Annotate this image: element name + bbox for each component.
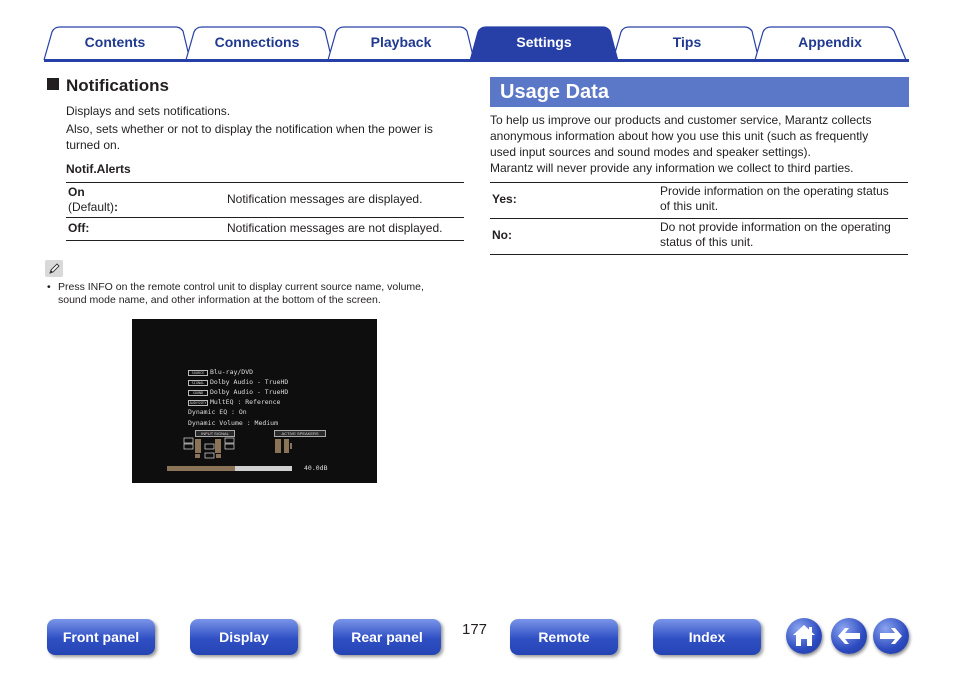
osd-row-signal (188, 378, 288, 387)
pencil-glyph (45, 260, 63, 277)
option-no-desc-2: status of this unit. (660, 235, 754, 249)
osd-speaker-diagram (182, 437, 292, 461)
usage-data-heading-bar (490, 77, 909, 107)
back-arrow-icon[interactable] (831, 618, 867, 654)
option-no-desc-1: Do not provide information on the operating (660, 220, 891, 234)
osd-row-audyssey (188, 398, 280, 407)
osd-input-signal-label: INPUT SIGNAL (195, 430, 235, 437)
note-text (58, 281, 458, 307)
osd-row-dynamic-volume: Dynamic Volume : Medium (188, 419, 279, 427)
tab-playback[interactable]: Playback (370, 34, 432, 50)
osd-volume-fill (167, 466, 235, 471)
front-panel-label: Front panel (62, 629, 140, 645)
usage-para-1c: used input sources and sound modes and speaker settings). (490, 145, 811, 159)
notifications-heading: Notifications (66, 76, 169, 95)
usage-rule-mid (490, 218, 908, 219)
osd-tag: SOURCE (188, 370, 208, 376)
osd-row-text: Dolby Audio - TrueHD (210, 388, 289, 396)
option-off: Off: (68, 221, 90, 235)
page-number: 177 (462, 621, 488, 638)
rear-panel-label: Rear panel (351, 629, 423, 645)
forward-arrow-icon[interactable] (873, 618, 909, 654)
option-yes-desc-2: of this unit. (660, 199, 719, 213)
tab-connections[interactable]: Connections (214, 34, 300, 50)
front-panel-button[interactable] (47, 619, 155, 655)
notifications-desc-1: Displays and sets notifications. (66, 104, 231, 118)
tab-tips[interactable]: Tips (672, 34, 702, 50)
osd-volume-bar (167, 466, 292, 471)
display-label: Display (219, 629, 269, 645)
osd-tag: AUDYSSEY (189, 401, 207, 405)
osd-row-text: MultEQ : Reference (210, 398, 281, 406)
usage-data-heading: Usage Data (500, 81, 609, 103)
osd-active-speakers-label: ACTIVE SPEAKERS (274, 430, 326, 437)
usage-rule-bottom (490, 254, 908, 255)
back-arrow-glyph (831, 618, 867, 654)
remote-label: Remote (538, 629, 590, 645)
section-square-marker (47, 78, 59, 90)
rear-panel-button[interactable] (333, 619, 441, 655)
tab-contents[interactable]: Contents (84, 34, 146, 50)
notifications-desc-2b: turned on. (66, 138, 121, 152)
option-on-default (68, 200, 118, 215)
home-icon[interactable] (786, 618, 822, 654)
tab-settings[interactable]: Settings (516, 34, 572, 50)
tab-appendix[interactable]: Appendix (798, 34, 862, 50)
option-default-note: (Default) (68, 200, 115, 214)
usage-para-1a: To help us improve our products and customer service, Marantz collects (490, 113, 872, 127)
tab-shapes (0, 0, 954, 64)
osd-tag: SIGNAL (188, 380, 208, 386)
option-off-desc: Notification messages are not displayed. (227, 221, 443, 235)
notif-alerts-heading: Notif.Alerts (66, 162, 131, 176)
option-yes: Yes: (492, 192, 517, 206)
table-rule-mid (66, 217, 464, 218)
osd-row-text: Dolby Audio - TrueHD (210, 378, 289, 386)
notifications-desc-2a: Also, sets whether or not to display the notification when the power is (66, 122, 433, 136)
usage-rule-top (490, 182, 908, 183)
home-glyph (786, 618, 822, 654)
osd-row-sound (188, 388, 288, 397)
osd-row-dynamic-eq: Dynamic EQ : On (188, 408, 247, 416)
pencil-icon (45, 260, 63, 277)
remote-button[interactable] (510, 619, 618, 655)
note-line-2: sound mode name, and other information at the bottom of the screen. (58, 294, 381, 306)
tab-bar (0, 0, 954, 64)
usage-para-1b: anonymous information about how you use this unit (such as frequently (490, 129, 869, 143)
option-colon: : (114, 200, 119, 214)
option-no: No: (492, 228, 512, 242)
osd-volume-text: 40.0dB (304, 464, 328, 472)
option-on: On (68, 185, 85, 199)
osd-tag: SOUND (188, 390, 208, 396)
index-button[interactable] (653, 619, 761, 655)
info-screen-image (132, 319, 377, 483)
osd-row-text: Blu-ray/DVD (210, 368, 254, 376)
option-on-desc: Notification messages are displayed. (227, 192, 423, 206)
table-rule-top (66, 182, 464, 183)
display-button[interactable] (190, 619, 298, 655)
note-line-1: Press INFO on the remote control unit to display current source name, volume, (58, 281, 424, 293)
index-label: Index (688, 629, 726, 645)
option-yes-desc-1: Provide information on the operating status (660, 184, 889, 198)
tab-baseline (44, 59, 909, 62)
table-rule-bottom (66, 240, 464, 241)
note-bullet: • (47, 281, 51, 293)
forward-arrow-glyph (873, 618, 909, 654)
osd-row-source (188, 368, 253, 377)
usage-para-2: Marantz will never provide any information we collect to third parties. (490, 161, 854, 175)
